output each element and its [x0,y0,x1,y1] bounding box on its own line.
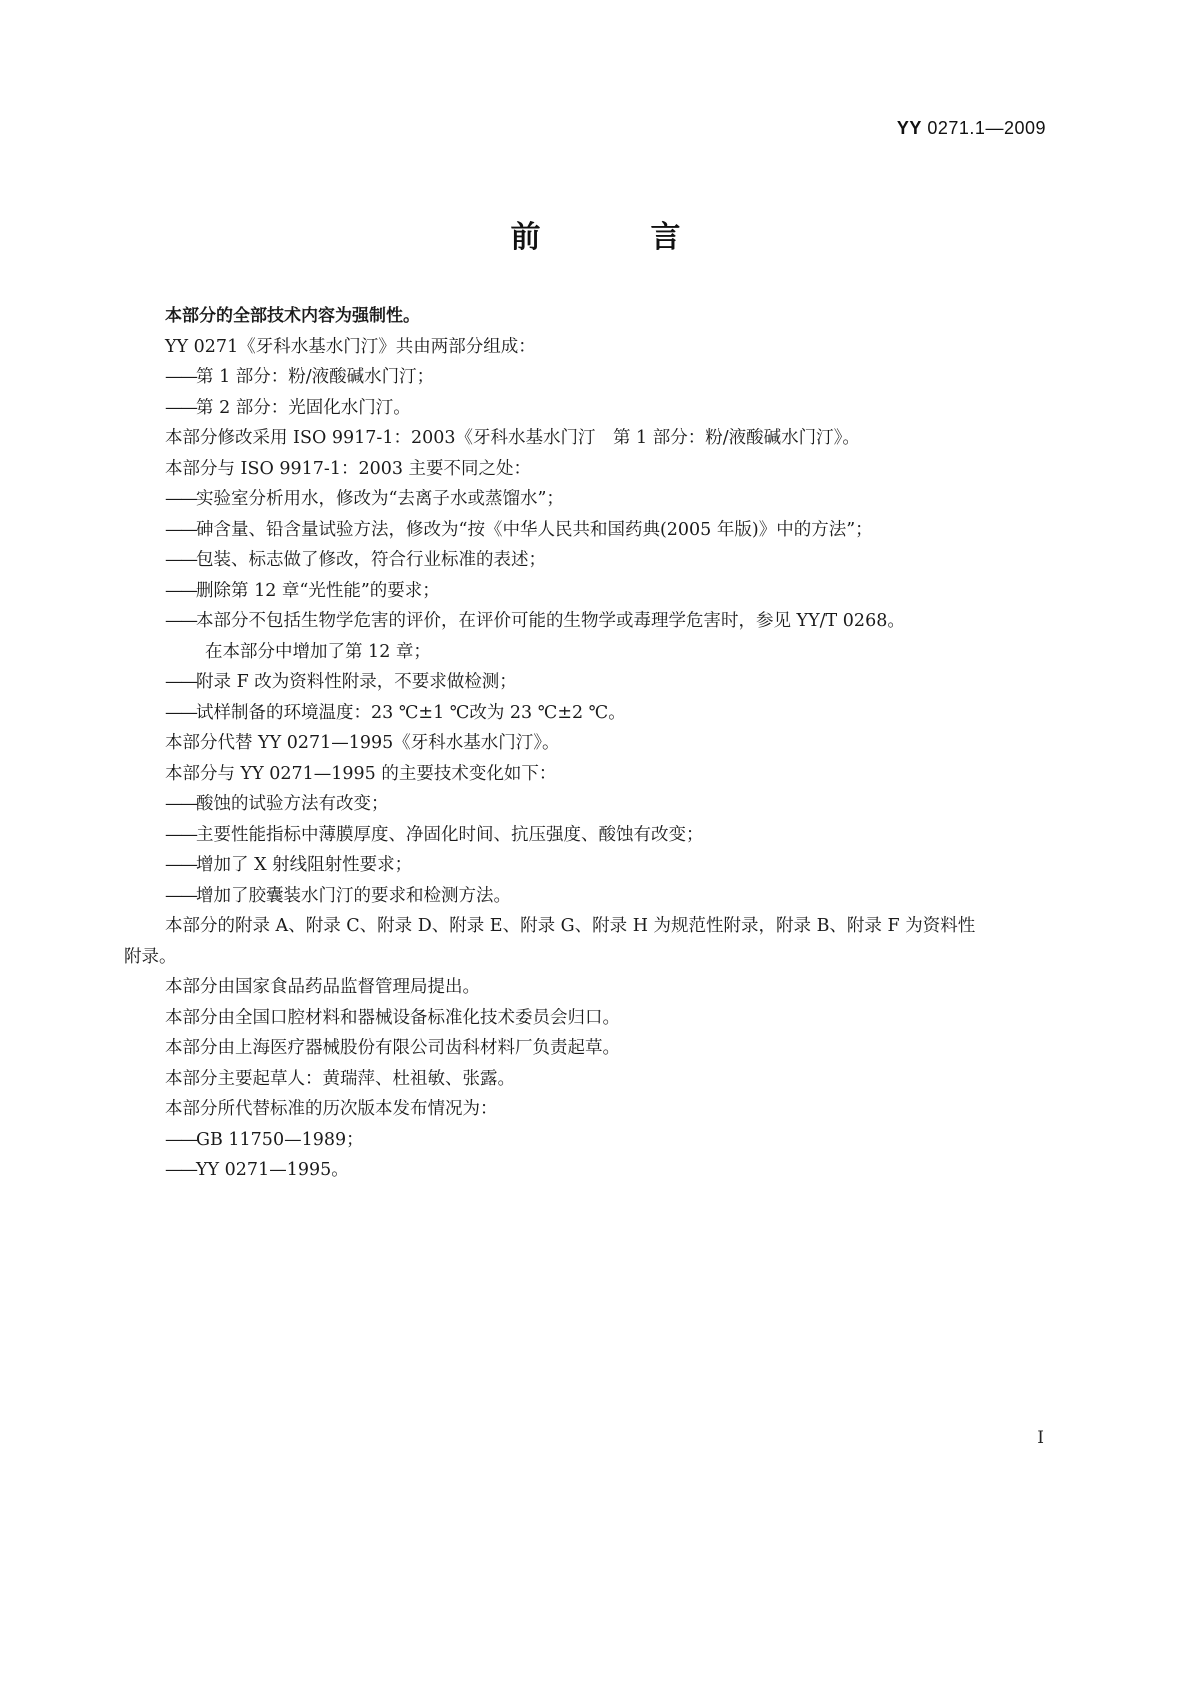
paragraph-line [124,911,1069,942]
line-text: 附录。 [124,946,177,967]
page-number: I [1037,1428,1044,1448]
line-text: 砷含量、铅含量试验方法，修改为“按《中华人民共和国药典(2005 年版)》中的方法”； [196,519,873,540]
list-item [124,698,1069,729]
line-text: 本部分由上海医疗器械股份有限公司齿科材料厂负责起草。 [165,1038,620,1058]
line-text: 包装、标志做了修改，符合行业标准的表述； [196,550,546,570]
line-text: 本部分代替 YY 0271—1995《牙科水基水门汀》。 [165,733,560,753]
line-text: 主要性能指标中薄膜厚度、净固化时间、抗压强度、酸蚀有改变； [196,824,704,845]
line-text: 增加了 X 射线阻射性要求； [196,855,413,875]
line-text: 在本部分中增加了第 12 章； [205,641,431,662]
paragraph-line [124,1003,1069,1034]
foreword-body [124,301,1069,1186]
line-text: 本部分与 ISO 9917-1：2003 主要不同之处： [165,458,532,479]
line-text: 酸蚀的试验方法有改变； [196,794,389,814]
line-text: 本部分由国家食品药品监督管理局提出。 [165,977,480,997]
line-text: GB 11750—1989； [196,1129,364,1150]
dash-marker: —— [165,885,196,906]
line-text: YY 0271—1995。 [196,1160,349,1180]
line-text: 第 2 部分：光固化水门汀。 [196,397,411,418]
list-item [124,789,1069,820]
standard-code [897,118,1046,139]
paragraph-line [124,972,1069,1003]
dash-marker: —— [165,1129,196,1150]
list-item [124,881,1069,912]
paragraph-line [124,1094,1069,1125]
paragraph-line [124,942,1069,973]
dash-marker: —— [165,672,196,692]
line-text: 附录 F 改为资料性附录，不要求做检测； [196,672,517,692]
line-text: 本部分与 YY 0271—1995 的主要技术变化如下： [165,763,557,784]
paragraph-line [124,637,1069,668]
paragraph-line [124,759,1069,790]
line-text: 本部分修改采用 ISO 9917-1：2003《牙科水基水门汀 第 1 部分：粉/液酸碱水门汀》。 [165,428,860,448]
paragraph-line [124,728,1069,759]
paragraph-line [124,423,1069,454]
line-text: 第 1 部分：粉/液酸碱水门汀； [196,367,435,387]
list-item [124,484,1069,515]
list-item [124,545,1069,576]
dash-marker: —— [165,702,196,723]
list-item [124,1125,1069,1156]
list-item [124,606,1069,637]
line-text: 本部分所代替标准的历次版本发布情况为： [165,1099,498,1119]
list-item [124,515,1069,546]
paragraph-line [124,454,1069,485]
line-text: 本部分不包括生物学危害的评价，在评价可能的生物学或毒理学危害时，参见 YY/T 0268。 [196,611,905,631]
line-text: 本部分的附录 A、附录 C、附录 D、附录 E、附录 G、附录 H 为规范性附录，附录 B、附录 F 为资料性 [165,916,976,936]
list-item [124,1155,1069,1186]
standard-code-number: 0271.1—2009 [927,118,1046,138]
dash-marker: —— [165,855,196,875]
dash-marker: —— [165,397,196,418]
list-item [124,362,1069,393]
paragraph-line [124,1033,1069,1064]
list-item [124,667,1069,698]
page-title: 前 言 [510,220,721,255]
line-text: 本部分由全国口腔材料和器械设备标准化技术委员会归口。 [165,1007,620,1028]
line-text: 本部分主要起草人：黄瑞萍、杜祖敏、张露。 [165,1068,515,1089]
list-item [124,820,1069,851]
dash-marker: —— [165,550,196,570]
list-item [124,850,1069,881]
dash-marker: —— [165,519,196,540]
dash-marker: —— [165,611,196,631]
line-text: 删除第 12 章“光性能”的要求； [196,580,440,601]
line-text: 增加了胶囊装水门汀的要求和检测方法。 [196,885,511,906]
standard-code-prefix: YY [896,118,922,138]
line-text: 试样制备的环境温度：23 ℃±1 ℃改为 23 ℃±2 ℃。 [196,702,626,723]
dash-marker: —— [165,824,196,845]
dash-marker: —— [165,367,196,387]
dash-marker: —— [165,1160,196,1180]
list-item [124,393,1069,424]
paragraph-line [124,332,1069,363]
dash-marker: —— [165,794,196,814]
line-text: 实验室分析用水，修改为“去离子水或蒸馏水”； [196,489,564,509]
dash-marker: —— [165,580,196,601]
paragraph-line [124,301,1069,332]
line-text: 本部分的全部技术内容为强制性。 [165,306,420,326]
dash-marker: —— [165,489,196,509]
paragraph-line [124,1064,1069,1095]
line-text: YY 0271《牙科水基水门汀》共由两部分组成： [165,336,536,357]
list-item [124,576,1069,607]
